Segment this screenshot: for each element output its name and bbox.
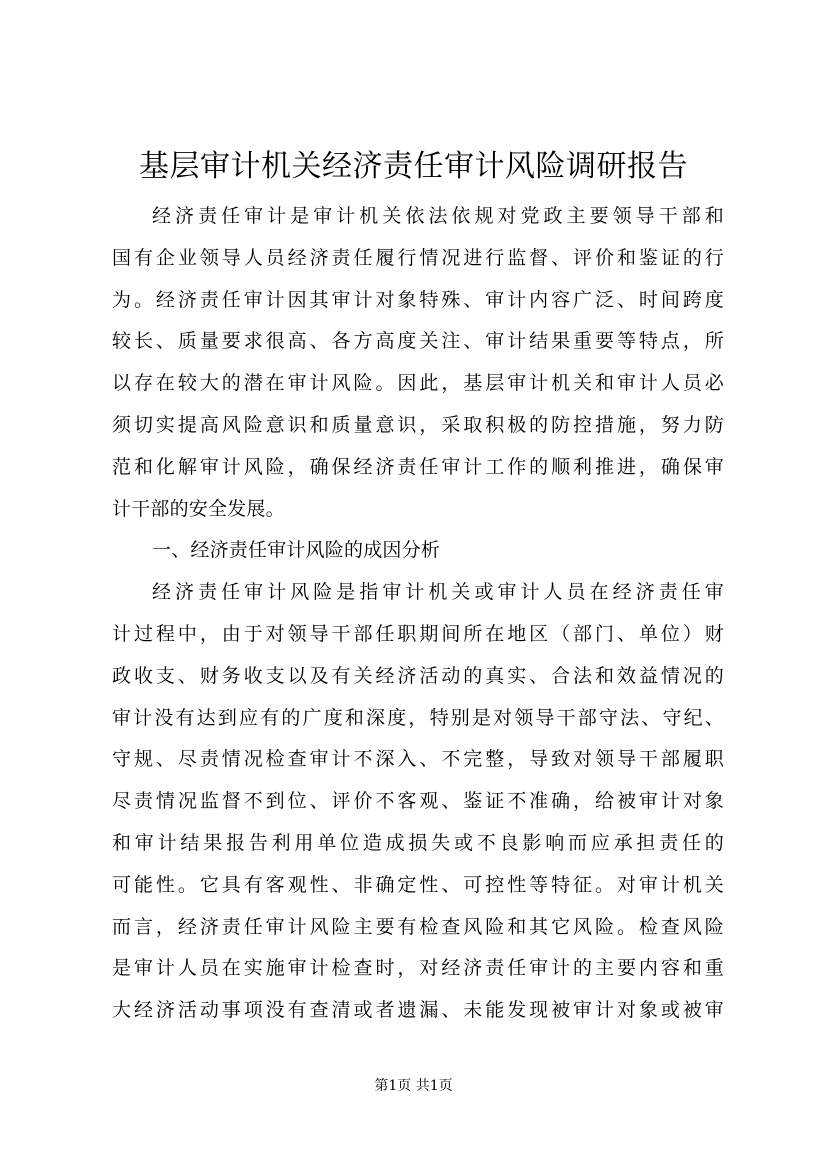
text-line: 是审计人员在实施审计检查时，对经济责任审计的主要内容和重	[112, 957, 724, 980]
text-line: 为。经济责任审计因其审计对象特殊、审计内容广泛、时间跨度	[112, 288, 724, 311]
text-line: 范和化解审计风险，确保经济责任审计工作的顺利推进，确保审	[112, 455, 724, 478]
text-line: 尽责情况监督不到位、评价不客观、鉴证不准确，给被审计对象	[112, 790, 724, 813]
text-line: 以存在较大的潜在审计风险。因此，基层审计机关和审计人员必	[112, 372, 724, 395]
text-line: 经济责任审计风险是指审计机关或审计人员在经济责任审	[152, 581, 724, 604]
page-footer: 第1页 共1页	[374, 1078, 453, 1094]
section-heading: 一、经济责任审计风险的成因分析	[152, 539, 441, 562]
text-line: 而言，经济责任审计风险主要有检查风险和其它风险。检查风险	[112, 915, 724, 938]
text-line: 较长、质量要求很高、各方高度关注、审计结果重要等特点，所	[112, 330, 724, 353]
text-line: 可能性。它具有客观性、非确定性、可控性等特征。对审计机关	[112, 873, 724, 896]
text-line: 计干部的安全发展。	[112, 497, 285, 520]
text-line: 政收支、财务收支以及有关经济活动的真实、合法和效益情况的	[112, 664, 724, 687]
text-line: 守规、尽责情况检查审计不深入、不完整，导致对领导干部履职	[112, 748, 724, 771]
text-line: 计过程中，由于对领导干部任职期间所在地区（部门、单位）财	[112, 622, 724, 645]
document-body	[112, 196, 724, 1032]
text-line: 国有企业领导人员经济责任履行情况进行监督、评价和鉴证的行	[112, 246, 724, 269]
text-line: 审计没有达到应有的广度和深度，特别是对领导干部守法、守纪、	[112, 706, 724, 729]
text-line: 和审计结果报告利用单位造成损失或不良影响而应承担责任的	[112, 831, 724, 854]
text-line: 经济责任审计是审计机关依法依规对党政主要领导干部和	[152, 205, 724, 227]
document-title: 基层审计机关经济责任审计风险调研报告	[139, 149, 688, 184]
text-line: 大经济活动事项没有查清或者遗漏、未能发现被审计对象或被审	[112, 999, 724, 1022]
text-line: 须切实提高风险意识和质量意识，采取积极的防控措施，努力防	[112, 413, 724, 436]
